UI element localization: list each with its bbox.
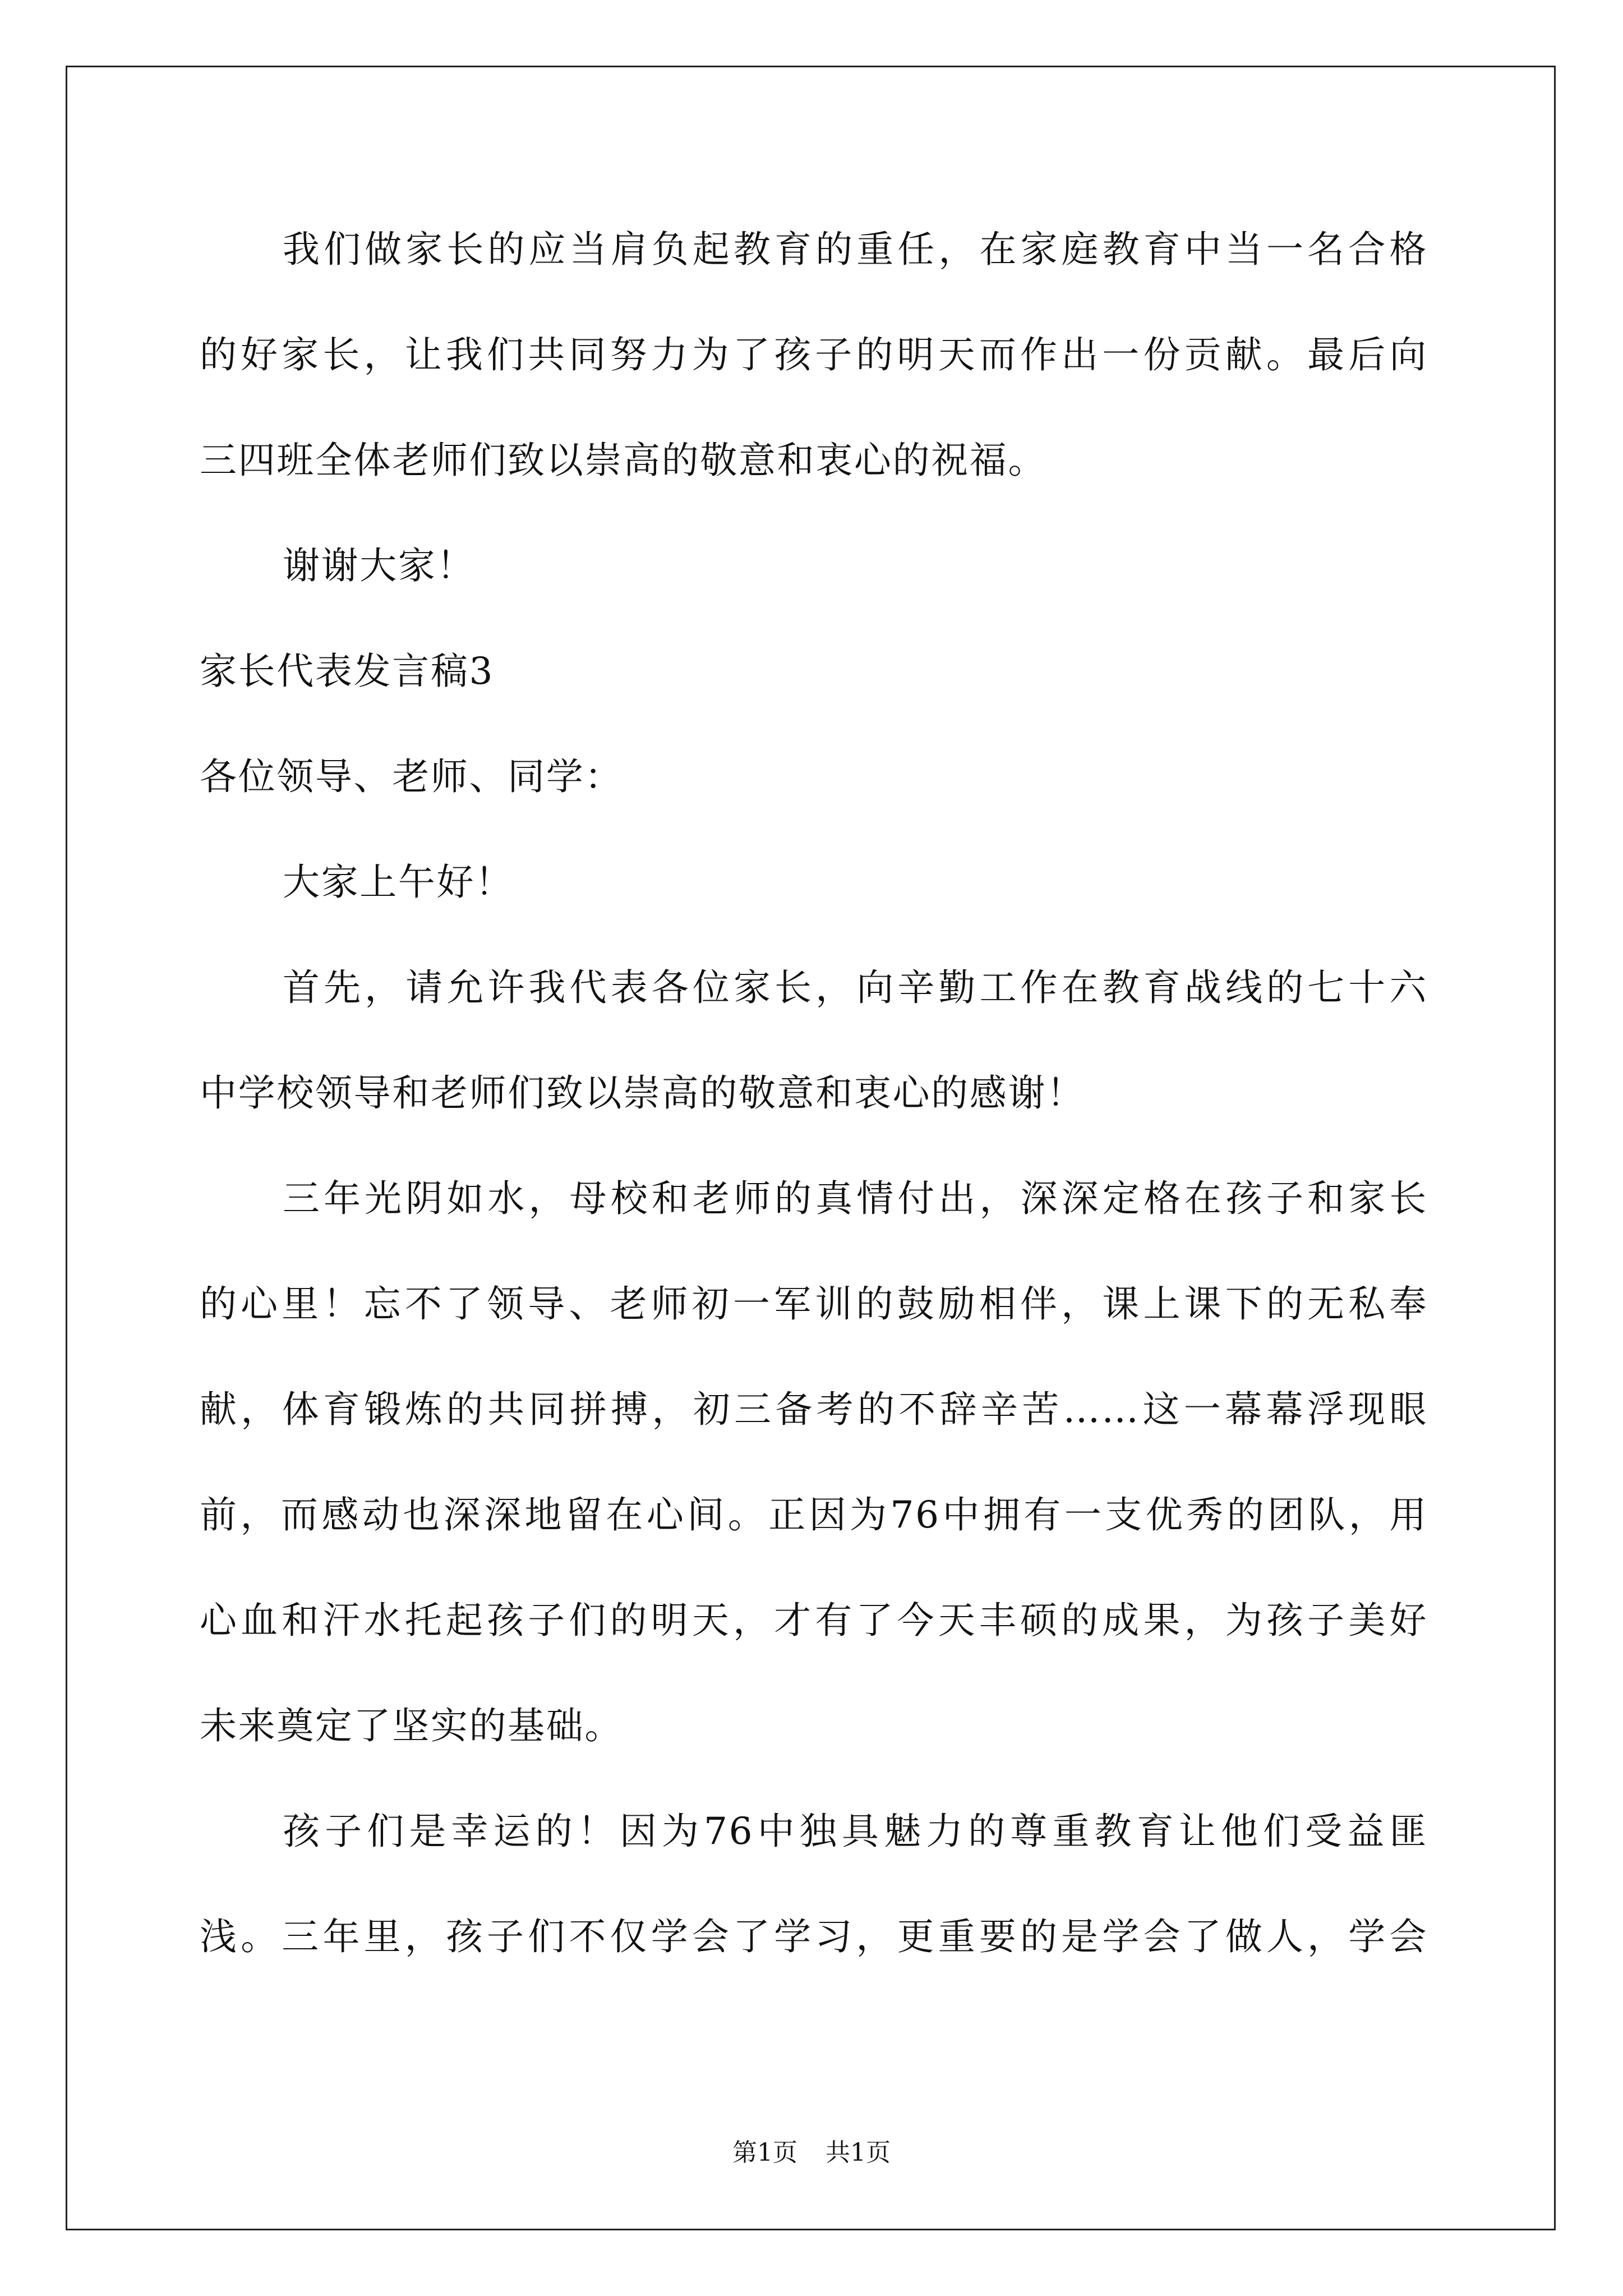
text-line: 浅。三年里，孩子们不仅学会了学习，更重要的是学会了做人，学会 [200,1915,1428,1958]
text-line: 心血和汗水托起孩子们的明天，才有了今天丰硕的成果，为孩子美好 [200,1599,1428,1642]
text-line: 家长代表发言稿3 [200,650,495,693]
page-footer [0,2136,1623,2170]
text-line: 中学校领导和老师们致以崇高的敬意和衷心的感谢！ [200,1071,1085,1115]
page-number-total: 共1页 [826,2138,891,2167]
text-line: 献，体育锻炼的共同拼搏，初三备考的不辞辛苦……这一幕幕浮现眼 [200,1388,1428,1431]
text-line: 大家上午好！ [283,861,514,904]
text-line: 谢谢大家！ [283,544,476,587]
document-body [200,216,1428,2009]
text-line: 未来奠定了坚实的基础。 [200,1704,624,1747]
text-line: 前，而感动也深深地留在心间。正因为76中拥有一支优秀的团队，用 [200,1493,1428,1536]
text-line: 我们做家长的应当肩负起教育的重任，在家庭教育中当一名合格 [283,228,1428,271]
text-line: 孩子们是幸运的！因为76中独具魅力的尊重教育让他们受益匪 [283,1810,1428,1853]
text-line: 的好家长，让我们共同努力为了孩子的明天而作出一份贡献。最后向 [200,333,1428,376]
text-line: 首先，请允许我代表各位家长，向辛勤工作在教育战线的七十六 [283,966,1428,1009]
text-line: 三年光阴如水，母校和老师的真情付出，深深定格在孩子和家长 [283,1177,1428,1220]
text-line: 的心里！忘不了领导、老师初一军训的鼓励相伴，课上课下的无私奉 [200,1282,1428,1326]
text-line: 三四班全体老师们致以崇高的敬意和衷心的祝福。 [200,439,1047,482]
page-number-current: 第1页 [732,2138,797,2167]
text-line: 各位领导、老师、同学： [200,755,624,798]
